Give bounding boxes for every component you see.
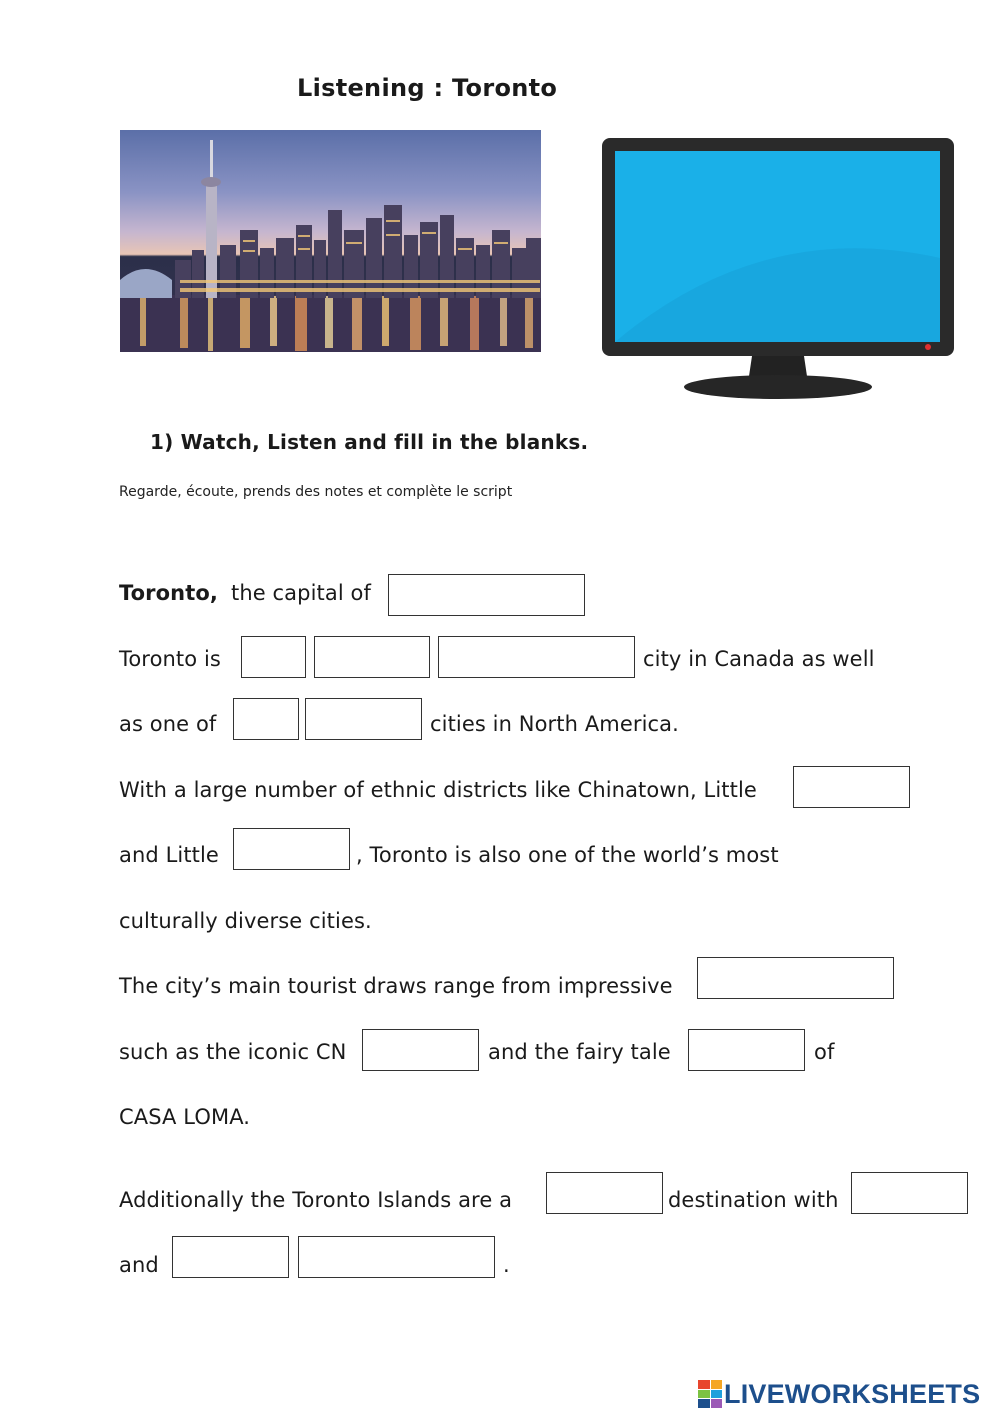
instruction-subtitle: Regarde, écoute, prends des notes et complète le script	[119, 484, 513, 500]
script-text: as one of	[119, 712, 217, 736]
blank-input[interactable]	[233, 698, 299, 740]
script-text: and	[119, 1253, 159, 1277]
script-text: cities in North America.	[430, 712, 679, 736]
blank-input[interactable]	[241, 636, 306, 678]
script-text: Toronto is	[119, 647, 221, 671]
script-text: Additionally the Toronto Islands are a	[119, 1188, 513, 1212]
script-text: CASA LOMA.	[119, 1105, 251, 1129]
blank-input[interactable]	[305, 698, 422, 740]
script-text: , Toronto is also one of the world’s most	[356, 843, 779, 867]
script-text: destination with	[668, 1188, 839, 1212]
script-text: of	[814, 1040, 835, 1064]
toronto-skyline-image	[120, 130, 541, 352]
blank-input[interactable]	[438, 636, 635, 678]
logo-text: LIVEWORKSHEETS	[724, 1378, 981, 1409]
blank-input[interactable]	[546, 1172, 663, 1214]
blank-input[interactable]	[298, 1236, 495, 1278]
script-text: culturally diverse cities.	[119, 909, 372, 933]
script-text: such as the iconic CN	[119, 1040, 347, 1064]
script-text: The city’s main tourist draws range from impressive	[119, 974, 673, 998]
liveworksheets-logo	[698, 1376, 980, 1412]
instruction-heading: 1) Watch, Listen and fill in the blanks.	[150, 430, 589, 454]
blank-input[interactable]	[793, 766, 910, 808]
page-title: Listening : Toronto	[297, 74, 558, 102]
script-text: Toronto,	[119, 581, 218, 605]
script-text: city in Canada as well	[643, 647, 875, 671]
monitor-icon	[602, 138, 954, 402]
script-text: and the fairy tale	[488, 1040, 671, 1064]
script-text: and Little	[119, 843, 219, 867]
liveworksheets-logo-icon	[698, 1380, 722, 1408]
blank-input[interactable]	[697, 957, 894, 999]
script-text: the capital of	[231, 581, 371, 605]
blank-input[interactable]	[314, 636, 430, 678]
script-text: With a large number of ethnic districts like Chinatown, Little	[119, 778, 757, 802]
blank-input[interactable]	[688, 1029, 805, 1071]
blank-input[interactable]	[172, 1236, 289, 1278]
script-text: .	[503, 1253, 510, 1277]
blank-input[interactable]	[851, 1172, 968, 1214]
blank-input[interactable]	[233, 828, 350, 870]
blank-input[interactable]	[362, 1029, 479, 1071]
blank-capital-input[interactable]	[388, 574, 585, 616]
